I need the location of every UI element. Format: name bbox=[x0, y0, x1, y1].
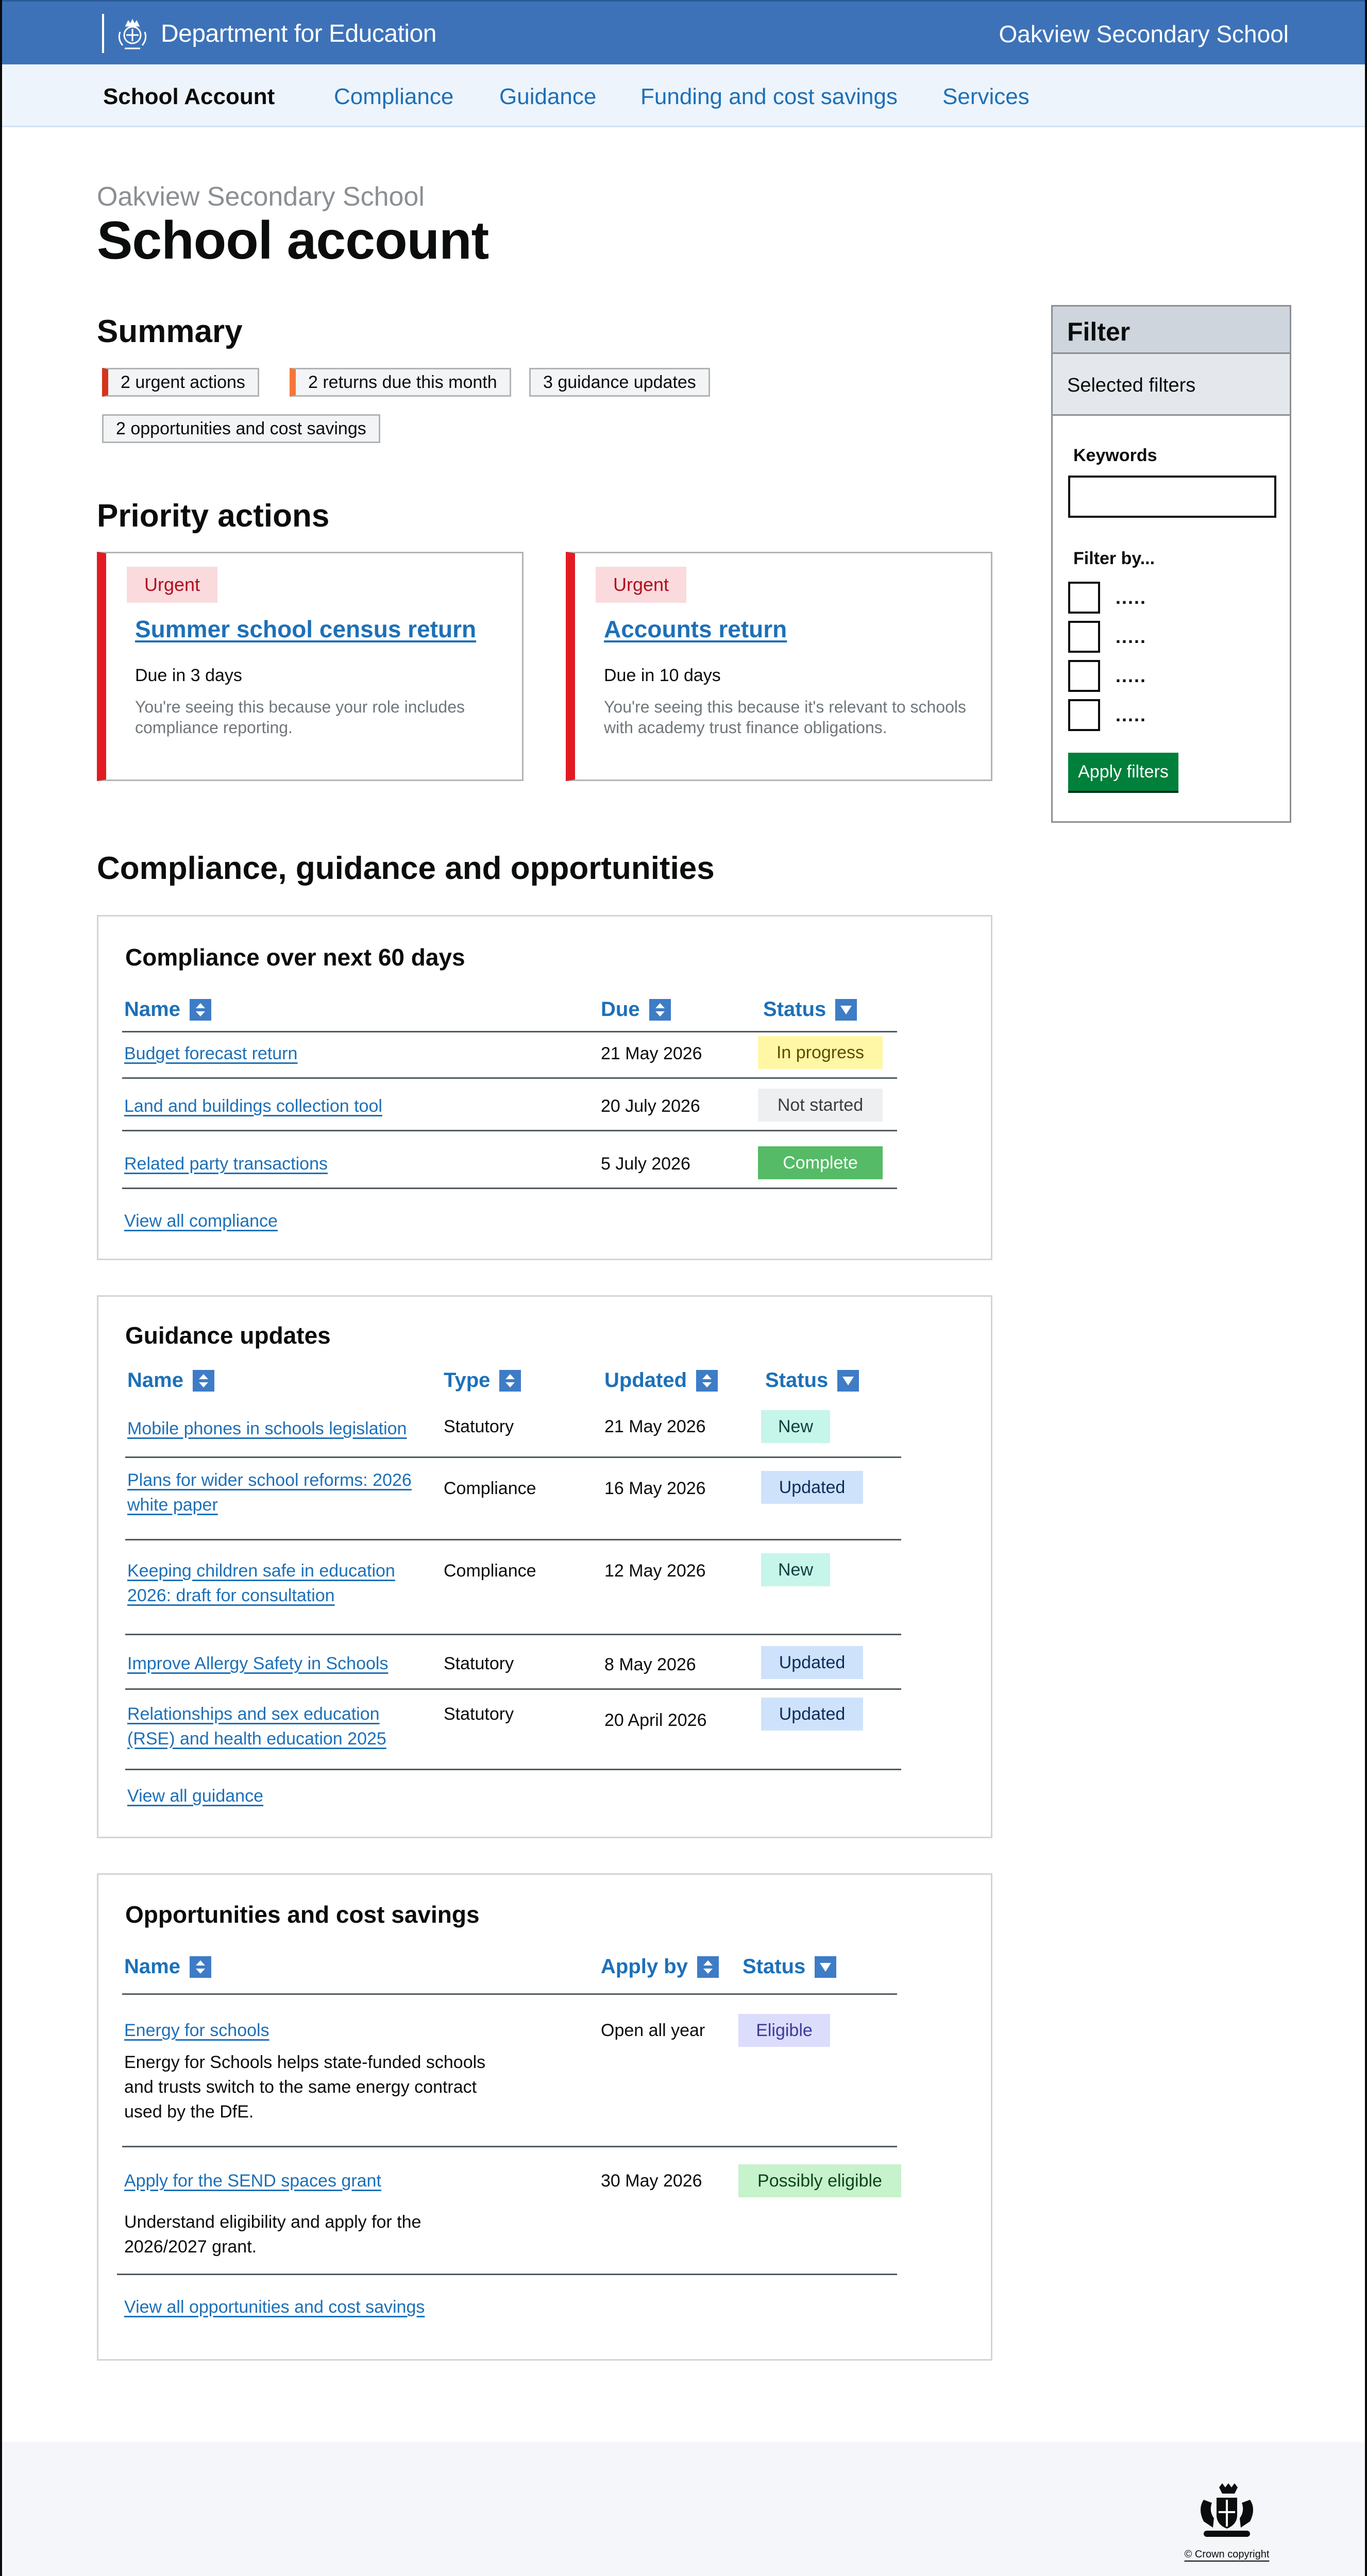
guidance-type: Statutory bbox=[444, 1417, 514, 1436]
table-divider bbox=[122, 1130, 897, 1131]
status-badge: Complete bbox=[758, 1146, 883, 1179]
guidance-type: Statutory bbox=[444, 1654, 514, 1673]
summary-tag-returns[interactable]: 2 returns due this month bbox=[290, 368, 511, 397]
filter-panel bbox=[1051, 305, 1291, 823]
priority-card bbox=[97, 552, 524, 781]
compliance-item-link[interactable]: Related party transactions bbox=[124, 1154, 328, 1174]
site-header bbox=[0, 0, 1367, 64]
selected-filters: Selected filters bbox=[1053, 354, 1290, 416]
guidance-updated: 21 May 2026 bbox=[604, 1417, 706, 1436]
nav-school-account[interactable]: School Account bbox=[103, 84, 275, 109]
col-label: Status bbox=[742, 1955, 806, 1978]
table-divider bbox=[122, 1077, 897, 1079]
priority-card-due: Due in 10 days bbox=[604, 666, 721, 685]
cgo-heading: Compliance, guidance and opportunities bbox=[97, 851, 715, 886]
table-divider bbox=[122, 1031, 897, 1032]
summary-tag-guidance[interactable]: 3 guidance updates bbox=[529, 368, 710, 397]
compliance-due: 20 July 2026 bbox=[601, 1096, 700, 1116]
compliance-col-name[interactable] bbox=[124, 998, 211, 1021]
status-badge: Not started bbox=[758, 1089, 883, 1122]
opportunities-title: Opportunities and cost savings bbox=[125, 1901, 480, 1928]
guidance-item-link-line1[interactable]: Plans for wider school reforms: 2026 bbox=[127, 1470, 412, 1490]
filter-option-label: ..... bbox=[1116, 704, 1147, 725]
sort-icon[interactable] bbox=[649, 999, 671, 1021]
col-label: Status bbox=[763, 998, 826, 1021]
status-badge: New bbox=[761, 1410, 830, 1443]
guidance-title: Guidance updates bbox=[125, 1322, 331, 1349]
status-badge: Updated bbox=[761, 1471, 863, 1504]
opportunity-description bbox=[124, 2210, 421, 2259]
opportunities-col-apply-by[interactable] bbox=[601, 1955, 719, 1978]
dfe-logo[interactable] bbox=[102, 14, 436, 53]
table-divider bbox=[125, 1634, 901, 1635]
guidance-item-link-line1[interactable]: Relationships and sex education bbox=[127, 1704, 380, 1724]
sort-icon[interactable] bbox=[499, 1370, 521, 1392]
col-label: Name bbox=[124, 998, 180, 1021]
priority-heading: Priority actions bbox=[97, 498, 330, 534]
opportunity-link[interactable]: Energy for schools bbox=[124, 2021, 269, 2040]
priority-card-due: Due in 3 days bbox=[135, 666, 242, 685]
col-label: Apply by bbox=[601, 1955, 688, 1978]
urgent-badge: Urgent bbox=[127, 567, 217, 603]
page-title: School account bbox=[97, 211, 489, 270]
guidance-type: Compliance bbox=[444, 1479, 536, 1498]
col-label: Status bbox=[765, 1369, 829, 1392]
guidance-item-link-line1[interactable]: Keeping children safe in education bbox=[127, 1561, 395, 1581]
table-divider bbox=[122, 1993, 897, 1995]
guidance-col-status[interactable] bbox=[765, 1369, 859, 1392]
footer-crest bbox=[1168, 2482, 1286, 2561]
guidance-item-link-line2[interactable]: 2026: draft for consultation bbox=[127, 1586, 335, 1605]
priority-card-title-link[interactable]: Accounts return bbox=[604, 616, 787, 642]
guidance-col-name[interactable] bbox=[127, 1369, 214, 1392]
sort-icon[interactable] bbox=[190, 1956, 211, 1978]
filter-option[interactable] bbox=[1068, 660, 1146, 692]
crown-copyright-link[interactable]: © Crown copyright bbox=[1184, 2549, 1270, 2560]
table-divider bbox=[125, 1769, 901, 1770]
sort-icon[interactable] bbox=[696, 1370, 718, 1392]
guidance-type: Compliance bbox=[444, 1561, 536, 1581]
brand-name: Department for Education bbox=[161, 20, 436, 47]
filter-option-label: ..... bbox=[1116, 665, 1147, 686]
guidance-col-type[interactable] bbox=[444, 1369, 521, 1392]
guidance-item-link-line2[interactable]: white paper bbox=[127, 1495, 218, 1515]
filter-option[interactable] bbox=[1068, 699, 1146, 731]
filter-checkbox[interactable] bbox=[1068, 660, 1100, 692]
status-badge: New bbox=[761, 1553, 830, 1586]
compliance-panel bbox=[97, 915, 992, 1260]
apply-filters-button[interactable]: Apply filters bbox=[1068, 753, 1178, 791]
filter-checkbox[interactable] bbox=[1068, 582, 1100, 614]
summary-tag-urgent[interactable]: 2 urgent actions bbox=[102, 368, 259, 397]
table-row bbox=[124, 1094, 382, 1118]
guidance-item-link[interactable]: Mobile phones in schools legislation bbox=[127, 1419, 407, 1438]
description-line: used by the DfE. bbox=[124, 2102, 254, 2122]
sort-icon[interactable] bbox=[190, 999, 211, 1021]
table-divider bbox=[125, 1456, 901, 1458]
table-divider bbox=[125, 1539, 901, 1540]
nav-funding[interactable]: Funding and cost savings bbox=[640, 84, 898, 109]
filter-checkbox[interactable] bbox=[1068, 699, 1100, 731]
guidance-item-link[interactable]: Improve Allergy Safety in Schools bbox=[127, 1654, 389, 1673]
guidance-updated: 16 May 2026 bbox=[604, 1479, 706, 1498]
table-row bbox=[127, 1558, 395, 1608]
priority-card-reason: You're seeing this because your role includes compliance reporting. bbox=[135, 698, 465, 737]
filter-option-label: ..... bbox=[1116, 626, 1147, 647]
royal-coat-of-arms-icon bbox=[1193, 2482, 1260, 2544]
compliance-due: 5 July 2026 bbox=[601, 1154, 690, 1174]
compliance-col-status[interactable] bbox=[763, 998, 857, 1021]
description-line: and trusts switch to the same energy contract bbox=[124, 2077, 477, 2097]
table-row bbox=[127, 1702, 386, 1751]
status-badge: Updated bbox=[761, 1698, 863, 1731]
table-row bbox=[127, 1651, 388, 1676]
compliance-title: Compliance over next 60 days bbox=[125, 944, 465, 971]
keywords-input[interactable] bbox=[1068, 476, 1276, 518]
col-label: Name bbox=[127, 1369, 183, 1392]
guidance-panel bbox=[97, 1295, 992, 1838]
keywords-label: Keywords bbox=[1073, 446, 1157, 465]
nav-services[interactable]: Services bbox=[942, 84, 1030, 109]
table-divider bbox=[122, 1188, 897, 1189]
main-navigation bbox=[0, 64, 1367, 127]
guidance-updated: 12 May 2026 bbox=[604, 1561, 706, 1581]
view-all-opportunities-link[interactable]: View all opportunities and cost savings bbox=[124, 2297, 425, 2317]
status-badge: Possibly eligible bbox=[738, 2164, 901, 2197]
header-school-name: Oakview Secondary School bbox=[999, 21, 1289, 47]
sort-icon[interactable] bbox=[193, 1370, 214, 1392]
page-caption: Oakview Secondary School bbox=[97, 182, 425, 212]
summary-heading: Summary bbox=[97, 314, 243, 349]
table-row bbox=[124, 1151, 328, 1176]
guidance-item-link-line2[interactable]: (RSE) and health education 2025 bbox=[127, 1729, 386, 1749]
description-line: 2026/2027 grant. bbox=[124, 2237, 257, 2257]
opportunities-col-name[interactable] bbox=[124, 1955, 211, 1978]
sort-icon[interactable] bbox=[697, 1956, 719, 1978]
opportunity-description bbox=[124, 2050, 485, 2124]
guidance-type: Statutory bbox=[444, 1704, 514, 1724]
site-footer bbox=[2, 2442, 1365, 2576]
col-label: Name bbox=[124, 1955, 180, 1978]
description-line: Understand eligibility and apply for the bbox=[124, 2212, 421, 2232]
priority-card-reason: You're seeing this because it's relevant to schools with academy trust finance obligations. bbox=[604, 698, 967, 737]
compliance-item-link[interactable]: Budget forecast return bbox=[124, 1044, 298, 1063]
filter-title: Filter bbox=[1053, 307, 1290, 354]
col-label: Type bbox=[444, 1369, 491, 1392]
table-divider bbox=[122, 2146, 897, 2147]
filter-checkbox[interactable] bbox=[1068, 621, 1100, 653]
view-all-guidance-link[interactable]: View all guidance bbox=[127, 1786, 263, 1806]
status-badge: Eligible bbox=[738, 2014, 830, 2047]
view-all-compliance-link[interactable]: View all compliance bbox=[124, 1211, 278, 1231]
table-row bbox=[127, 1416, 407, 1441]
nav-compliance[interactable]: Compliance bbox=[334, 84, 454, 109]
compliance-due: 21 May 2026 bbox=[601, 1044, 702, 1063]
opportunity-apply-by: 30 May 2026 bbox=[601, 2171, 702, 2191]
filter-option-label: ..... bbox=[1116, 587, 1147, 608]
filter-dropdown-icon[interactable] bbox=[837, 1370, 859, 1392]
filter-option[interactable] bbox=[1068, 621, 1146, 653]
royal-crest-icon bbox=[113, 14, 151, 53]
compliance-item-link[interactable]: Land and buildings collection tool bbox=[124, 1096, 382, 1116]
summary-tag-opportunities[interactable]: 2 opportunities and cost savings bbox=[102, 414, 380, 443]
status-badge: Updated bbox=[761, 1646, 863, 1679]
guidance-updated: 8 May 2026 bbox=[604, 1655, 696, 1674]
priority-card-title-link[interactable]: Summer school census return bbox=[135, 616, 477, 642]
guidance-updated: 20 April 2026 bbox=[604, 1710, 707, 1730]
filter-dropdown-icon[interactable] bbox=[835, 999, 857, 1021]
table-row bbox=[124, 2018, 269, 2043]
filter-dropdown-icon[interactable] bbox=[815, 1956, 836, 1978]
table-divider bbox=[117, 2274, 897, 2275]
filter-option[interactable] bbox=[1068, 582, 1146, 614]
opportunities-col-status[interactable] bbox=[742, 1955, 836, 1978]
opportunity-apply-by: Open all year bbox=[601, 2021, 705, 2040]
compliance-col-due[interactable] bbox=[601, 998, 671, 1021]
table-row bbox=[124, 2168, 381, 2193]
priority-card bbox=[566, 552, 992, 781]
table-divider bbox=[125, 1688, 901, 1690]
urgent-badge: Urgent bbox=[596, 567, 686, 603]
opportunity-link[interactable]: Apply for the SEND spaces grant bbox=[124, 2171, 381, 2191]
filter-by-label: Filter by... bbox=[1073, 549, 1155, 568]
description-line: Energy for Schools helps state-funded schools bbox=[124, 2053, 486, 2072]
col-label: Updated bbox=[604, 1369, 687, 1392]
guidance-col-updated[interactable] bbox=[604, 1369, 718, 1392]
col-label: Due bbox=[601, 998, 640, 1021]
nav-guidance[interactable]: Guidance bbox=[499, 84, 597, 109]
table-row bbox=[127, 1468, 412, 1517]
status-badge: In progress bbox=[758, 1036, 883, 1069]
table-row bbox=[124, 1041, 297, 1066]
opportunities-panel bbox=[97, 1873, 992, 2361]
